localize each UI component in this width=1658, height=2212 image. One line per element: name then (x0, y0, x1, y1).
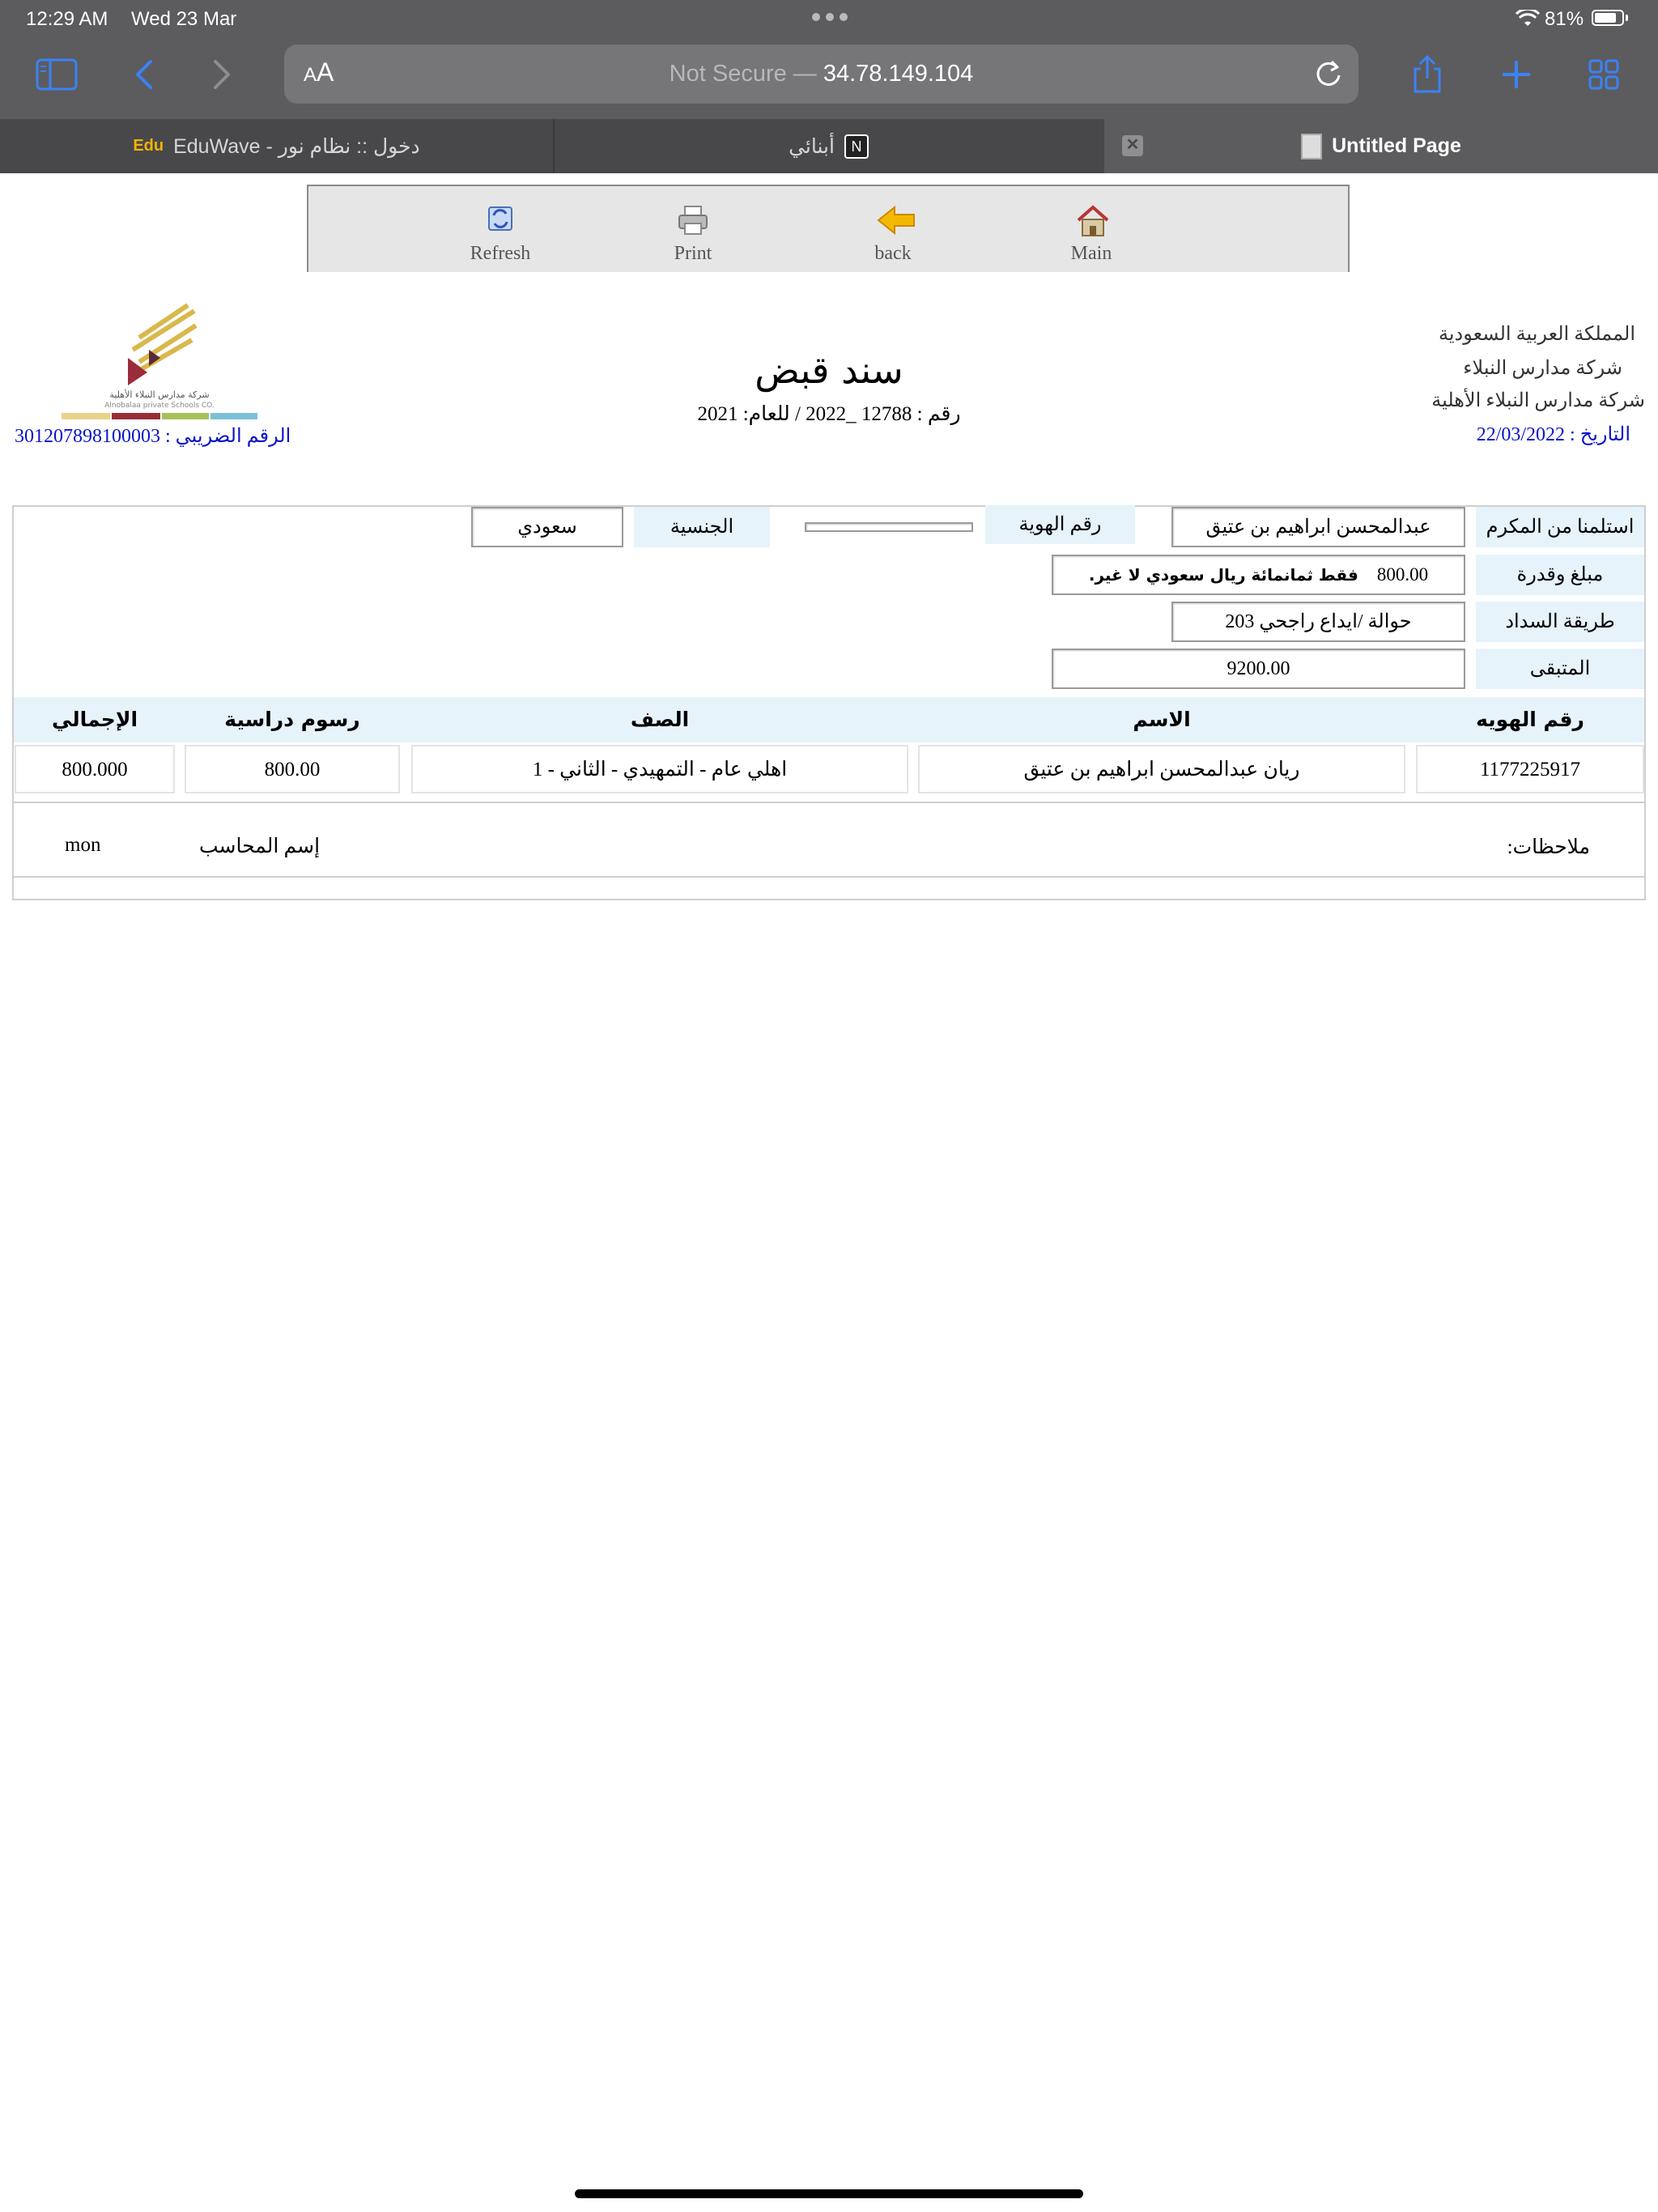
sidebar-toggle-icon[interactable] (32, 50, 81, 99)
main-button[interactable] (1035, 186, 1148, 270)
notes-label: ملاحظات: (1507, 836, 1590, 858)
table-row-id: 1177225917 (1416, 745, 1644, 793)
new-tab-icon[interactable] (1492, 50, 1541, 99)
multitasking-dots-icon[interactable] (812, 13, 848, 21)
table-row-fees: 800.00 (185, 745, 400, 793)
table-row-total: 800.000 (15, 745, 175, 793)
address-host: 34.78.149.104 (823, 61, 974, 87)
page-toolbar (307, 185, 1350, 272)
amount-field (1052, 555, 1465, 595)
share-icon[interactable] (1403, 50, 1452, 99)
remaining-field: 9200.00 (1052, 649, 1465, 689)
status-time: 12:29 AM (26, 8, 108, 30)
notion-favicon-icon: N (844, 134, 869, 159)
receipt-date (1477, 423, 1630, 446)
tax-number (15, 424, 291, 448)
payment-method-field: حوالة /ايداع راجحي 203 (1171, 602, 1465, 642)
reload-icon[interactable] (1312, 57, 1345, 94)
tab-untitled-page[interactable] (1104, 119, 1658, 173)
address-text[interactable] (284, 61, 1358, 87)
tab-overview-icon[interactable] (1579, 50, 1628, 99)
footer-divider (14, 876, 1644, 878)
main-label: Main (1070, 243, 1112, 264)
id-label: رقم الهوية (985, 505, 1135, 544)
date-label: التاريخ : (1570, 424, 1630, 445)
back-nav-icon[interactable] (120, 50, 168, 99)
col-class-header: الصف (630, 708, 690, 731)
page-title: سند قبض (755, 348, 903, 392)
id-field (805, 522, 973, 532)
home-icon (1075, 204, 1111, 238)
accountant-label: إسم المحاسب (199, 836, 321, 857)
col-id-header: رقم الهويه (1476, 708, 1584, 731)
accountant-value: mon (65, 834, 101, 856)
address-prefix: Not Secure — (669, 61, 823, 87)
school-logo (58, 301, 261, 423)
status-date: Wed 23 Mar (131, 8, 237, 30)
received-from-label: استلمنا من المكرم (1476, 507, 1644, 547)
tab-eduwave[interactable] (0, 119, 553, 173)
logo-text-english: Alnobalaa private Schools CO. (104, 402, 215, 410)
table-row-class: اهلي عام - التمهيدي - الثاني - 1 (411, 745, 908, 793)
col-fees-header: رسوم دراسية (224, 708, 360, 731)
received-from-field: عبدالمحسن ابراهيم بن عتيق (1171, 507, 1465, 547)
print-label: Print (674, 243, 712, 264)
battery-percent: 81% (1545, 8, 1584, 30)
eduwave-favicon-icon: Edu (133, 137, 164, 155)
forward-nav-icon[interactable] (198, 50, 246, 99)
address-bar[interactable] (284, 45, 1358, 104)
org-country: المملكة العربية السعودية (1439, 324, 1635, 345)
back-label: back (874, 243, 912, 264)
org-company-full: شركة مدارس النبلاء الأهلية (1431, 390, 1645, 411)
table-divider (14, 802, 1644, 803)
tab-label: EduWave - دخول :: نظام نور (173, 134, 420, 158)
tax-value: 301207898100003 (15, 426, 160, 447)
refresh-button[interactable] (444, 186, 557, 270)
amount-in-words: فقط ثمانمائة ريال سعودي لا غير. (1088, 565, 1358, 585)
receipt-number: رقم : 12788 _2022 / للعام: 2021 (697, 403, 961, 425)
printer-icon (677, 204, 709, 236)
close-tab-icon[interactable]: ✕ (1122, 135, 1143, 156)
browser-chrome (0, 0, 1658, 173)
home-indicator (575, 2189, 1083, 2198)
amount-value: 800.00 (1376, 564, 1429, 585)
amount-label: مبلغ وقدرة (1476, 555, 1644, 595)
date-value: 22/03/2022 (1476, 424, 1566, 445)
back-arrow-icon (877, 204, 917, 236)
tab-abnai[interactable] (555, 119, 1103, 173)
battery-tip (1626, 15, 1628, 21)
tab-bar (0, 119, 1658, 173)
org-company: شركة مدارس النبلاء (1463, 358, 1622, 379)
wifi-icon (1516, 10, 1540, 32)
refresh-label: Refresh (470, 243, 531, 264)
col-total-header: الإجمالي (51, 708, 138, 731)
back-button[interactable] (836, 186, 950, 270)
tab-label: Untitled Page (1332, 134, 1461, 157)
refresh-icon (484, 204, 517, 233)
logo-text-arabic: شركة مدارس النبلاء الأهلية (109, 389, 210, 400)
tab-label: أبنائي (789, 134, 835, 158)
nationality-label: الجنسية (634, 507, 770, 547)
tax-label: الرقم الضريبي : (165, 426, 291, 447)
print-button[interactable] (636, 186, 750, 270)
page-favicon-icon (1301, 134, 1322, 160)
col-name-header: الاسم (1133, 708, 1191, 731)
table-row-name: ريان عبدالمحسن ابراهيم بن عتيق (918, 745, 1405, 793)
reader-text-size-button[interactable]: AA (304, 57, 334, 87)
remaining-label: المتبقى (1476, 649, 1644, 689)
payment-method-label: طريقة السداد (1476, 602, 1644, 642)
battery-icon (1592, 10, 1624, 26)
nationality-field: سعودي (471, 507, 623, 547)
